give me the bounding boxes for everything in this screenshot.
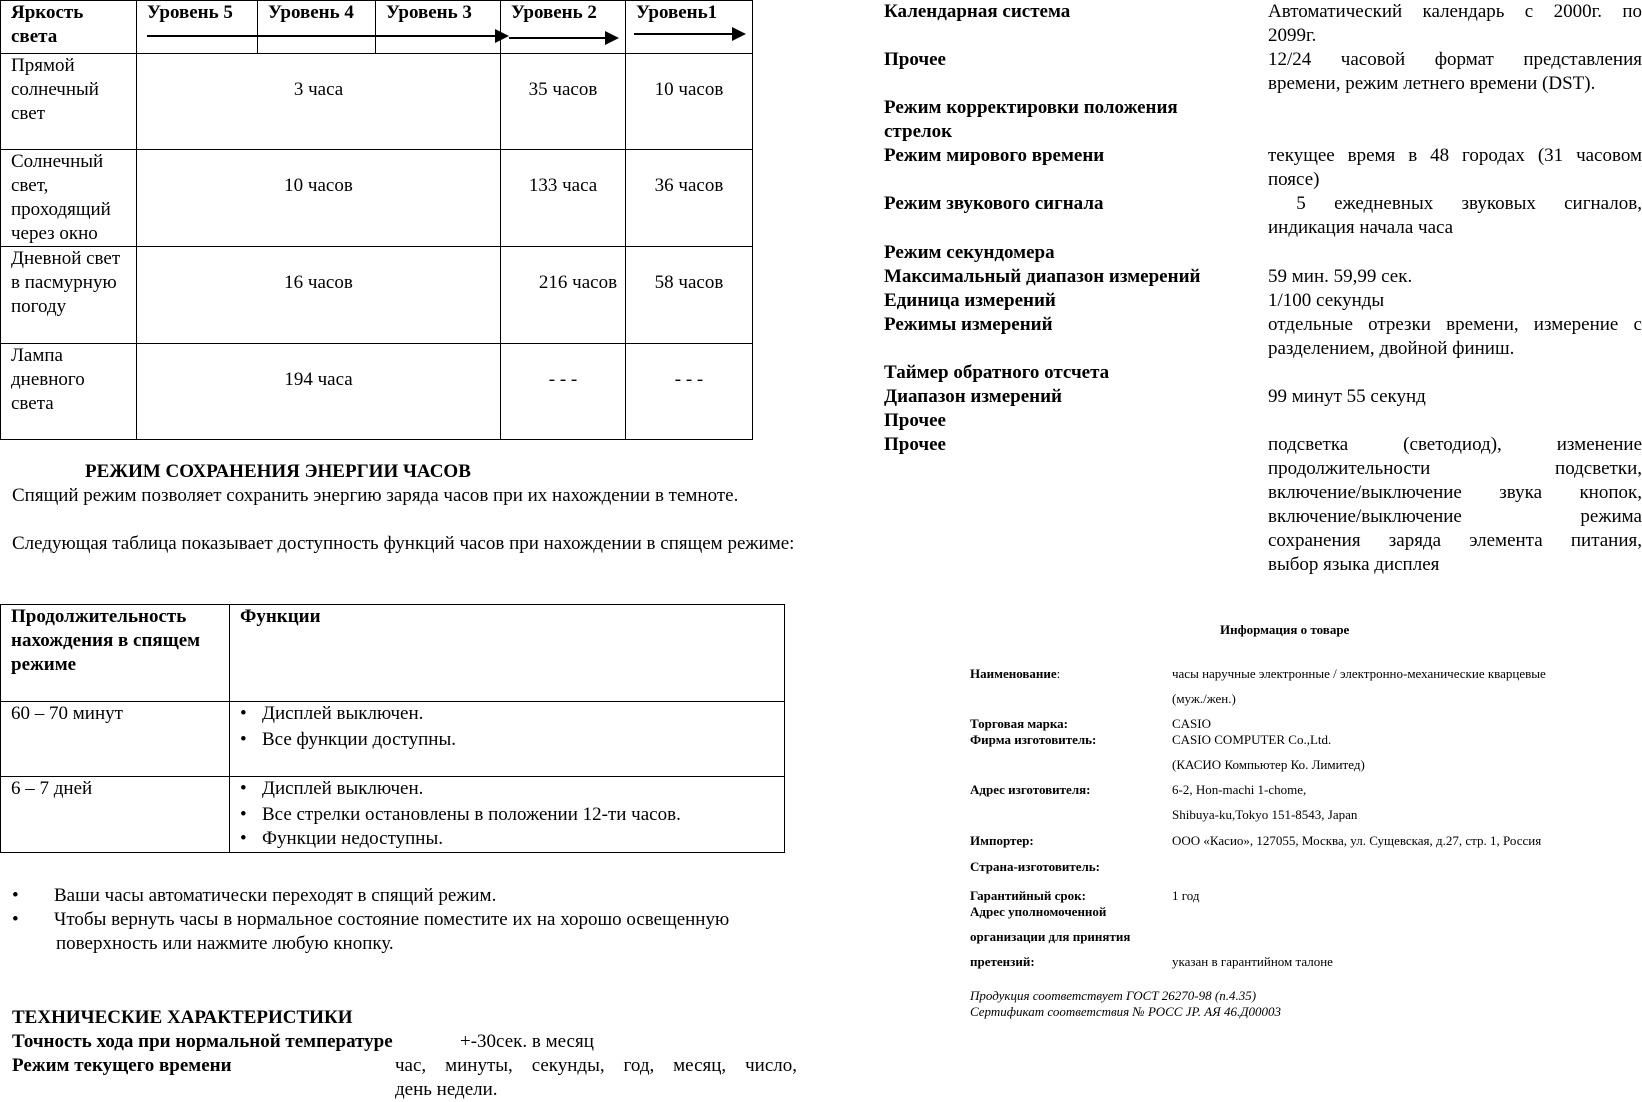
maker-value-line-1: CASIO COMPUTER Co.,Ltd.: [1172, 732, 1332, 747]
bullet-icon: •: [12, 885, 19, 906]
other-value-3-line: включение/выключение режима: [1268, 506, 1642, 527]
other-value-3-line: сохранения заряда элемента питания,: [1268, 530, 1642, 551]
other-value-3-line: включение/выключение звука кнопок,: [1268, 482, 1642, 503]
duration-cell: 6 – 7 дней: [1, 777, 230, 853]
brand-value: CASIO: [1172, 716, 1212, 731]
calendar-value-line-1: Автоматический календарь с 2000г. по: [1268, 1, 1642, 22]
duration-cell: 60 – 70 минут: [1, 702, 230, 777]
other-value-3-last-line: выбор языка дисплея: [1268, 554, 1440, 575]
calendar-label: Календарная система: [884, 1, 1071, 22]
energy-paragraph-1: Спящий режим позволяет сохранить энергию заряда часов при их нахождении в темноте.: [12, 485, 739, 506]
name-label: [970, 666, 1060, 682]
accuracy-label: Точность хода при нормальной температуре: [12, 1031, 393, 1052]
brightness-row: [1, 247, 753, 344]
level-4-header: Уровень 4: [258, 1, 376, 54]
function-item: • Функции недоступны.: [240, 827, 774, 851]
unit-value: 1/100 секунды: [1268, 290, 1385, 311]
energy-section-title: РЕЖИМ СОХРАНЕНИЯ ЭНЕРГИИ ЧАСОВ: [85, 461, 471, 482]
importer-value: ООО «Касио», 127055, Москва, ул. Сущевская, д.27, стр. 1, Россия: [1172, 833, 1542, 848]
world-time-label: Режим мирового времени: [884, 145, 1105, 166]
brightness-row-label: Прямой солнечный свет: [1, 54, 137, 150]
hands-label-line-1: Режим корректировки положения: [884, 97, 1178, 118]
address-value-line-1: 6-2, Hon-machi 1-chome,: [1172, 782, 1307, 797]
level-2-label: Уровень 2: [511, 2, 597, 23]
modes-label: Режимы измерений: [884, 314, 1053, 335]
brightness-row-label: Лампа дневного света: [1, 344, 137, 440]
function-item: • Дисплей выключен.: [240, 702, 774, 726]
hands-label-line-2: стрелок: [884, 121, 953, 142]
alarm-value-line-1: 5 ежедневных звуковых сигналов,: [1268, 193, 1642, 214]
other-label-2: Прочее: [884, 410, 946, 431]
warranty-label: Гарантийный срок:: [970, 888, 1086, 903]
world-time-value-line-2: поясе): [1268, 169, 1320, 190]
max-range-label: Максимальный диапазон измерений: [884, 266, 1201, 287]
range-label: Диапазон измерений: [884, 386, 1062, 407]
name-label-colon: :: [1056, 666, 1061, 681]
brightness-row-label: Солнечный свет, проходящий через окно: [1, 150, 137, 247]
brand-label: Торговая марка:: [970, 716, 1068, 731]
functions-list: [240, 702, 774, 752]
level-2-value: 216 часов: [501, 247, 626, 344]
level-345-value: 3 часа: [137, 54, 501, 150]
accuracy-value: +-30сек. в месяц: [460, 1031, 594, 1052]
other-value-3-line: подсветка (светодиод), изменение: [1268, 434, 1642, 455]
claims-label-line-2: организации для принятия: [970, 929, 1131, 944]
alarm-value-line-2: индикация начала часа: [1268, 217, 1454, 238]
address-value-line-2: Shibuya-ku,Tokyo 151-8543, Japan: [1172, 807, 1358, 822]
claims-label-line-1: Адрес уполномоченной: [970, 904, 1107, 919]
functions-header: Функции: [230, 605, 785, 702]
energy-paragraph-2: Следующая таблица показывает доступность функций часов при нахождении в спящем режиме:: [12, 533, 795, 554]
sleep-mode-table: [0, 604, 785, 853]
level-2-value: 133 часа: [501, 150, 626, 247]
level-3-header: Уровень 3: [376, 1, 501, 54]
stopwatch-label: Режим секундомера: [884, 242, 1055, 263]
level-1-value: 10 часов: [626, 54, 753, 150]
calendar-value-line-2: 2099г.: [1268, 25, 1317, 46]
level-2-value: - - -: [501, 344, 626, 440]
other-value-3-line: продолжительности подсветки,: [1268, 458, 1642, 479]
other-value-1-line-1: 12/24 часовой формат представления: [1268, 49, 1642, 70]
other-value-1-line-2: времени, режим летнего времени (DST).: [1268, 73, 1596, 94]
world-time-value-line-1: текущее время в 48 городах (31 часовом: [1268, 145, 1642, 166]
level-345-value: 194 часа: [137, 344, 501, 440]
function-item: • Дисплей выключен.: [240, 777, 774, 801]
address-label: Адрес изготовителя:: [970, 782, 1091, 797]
brightness-row: [1, 344, 753, 440]
bullet-icon: •: [12, 909, 19, 930]
level-1-value: 58 часов: [626, 247, 753, 344]
level-5-header: [137, 1, 258, 54]
range-value: 99 минут 55 секунд: [1268, 386, 1426, 407]
function-item: • Все функции доступны.: [240, 728, 774, 752]
level-2-value: 35 часов: [501, 54, 626, 150]
brightness-row-label: Дневной свет в пасмурную погоду: [1, 247, 137, 344]
name-value-line-2: (муж./жен.): [1172, 691, 1236, 706]
level-5-label: Уровень 5: [147, 2, 233, 23]
brightness-header-cell: Яркость света: [1, 1, 137, 54]
maker-label: Фирма изготовитель:: [970, 732, 1097, 747]
unit-label: Единица измерений: [884, 290, 1056, 311]
certificate-note: Сертификат соответствия № РОСС JP. АЯ 46.Д00003: [970, 1004, 1281, 1019]
modes-value-line-1: отдельные отрезки времени, измерение с: [1268, 314, 1642, 335]
specs-title: ТЕХНИЧЕСКИЕ ХАРАКТЕРИСТИКИ: [12, 1007, 353, 1028]
gost-note: Продукция соответствует ГОСТ 26270-98 (п.4.35): [970, 988, 1257, 1003]
timekeeping-value-line-2: день недели.: [395, 1079, 498, 1100]
level-1-label: Уровень1: [636, 2, 718, 23]
brightness-header-row: [1, 1, 753, 54]
level-2-arrow-icon: [509, 37, 617, 39]
level-1-header: [626, 1, 753, 54]
maker-value-line-2: (КАСИО Компьютер Ко. Лимитед): [1172, 757, 1365, 772]
warranty-value: 1 год: [1172, 888, 1200, 903]
importer-label: Импортер:: [970, 833, 1034, 848]
alarm-label: Режим звукового сигнала: [884, 193, 1104, 214]
timekeeping-label: Режим текущего времени: [12, 1055, 232, 1076]
timer-label: Таймер обратного отсчета: [884, 362, 1110, 383]
functions-cell: [230, 777, 785, 853]
sleep-row: [1, 702, 785, 777]
country-label: Страна-изготовитель:: [970, 859, 1100, 874]
brightness-table: [0, 0, 753, 440]
modes-value-line-2: разделением, двойной финиш.: [1268, 338, 1515, 359]
name-value-line-1: часы наручные электронные / электронно-механические кварцевые: [1172, 666, 1546, 681]
level-2-header: [501, 1, 626, 54]
other-label-3: Прочее: [884, 434, 946, 455]
sleep-header-row: [1, 605, 785, 702]
functions-cell: [230, 702, 785, 777]
max-range-value: 59 мин. 59,99 сек.: [1268, 266, 1413, 287]
note-wake-line-2: поверхность или нажмите любую кнопку.: [56, 933, 394, 954]
timekeeping-value-line-1: час, минуты, секунды, год, месяц, число,: [395, 1055, 797, 1076]
brightness-row: [1, 54, 753, 150]
note-auto-sleep: Ваши часы автоматически переходят в спящий режим.: [54, 885, 497, 906]
level-345-value: 10 часов: [137, 150, 501, 247]
level-1-value: 36 часов: [626, 150, 753, 247]
duration-header: Продолжительность нахождения в спящем режиме: [1, 605, 230, 702]
name-label-text: Наименование: [970, 666, 1057, 681]
product-info-title: Информация о товаре: [1220, 622, 1350, 637]
level-345-value: 16 часов: [137, 247, 501, 344]
claims-label-line-3: претензий:: [970, 954, 1035, 969]
level-1-value: - - -: [626, 344, 753, 440]
level-1-arrow-icon: [634, 33, 744, 35]
functions-list: [240, 777, 774, 851]
function-item: • Все стрелки остановлены в положении 12-ти часов.: [240, 803, 774, 827]
claims-value: указан в гарантийном талоне: [1172, 954, 1333, 969]
brightness-row: [1, 150, 753, 247]
other-label-1: Прочее: [884, 49, 946, 70]
sleep-row: [1, 777, 785, 853]
note-wake-line-1: Чтобы вернуть часы в нормальное состояние поместите их на хорошо освещенную: [54, 909, 730, 930]
